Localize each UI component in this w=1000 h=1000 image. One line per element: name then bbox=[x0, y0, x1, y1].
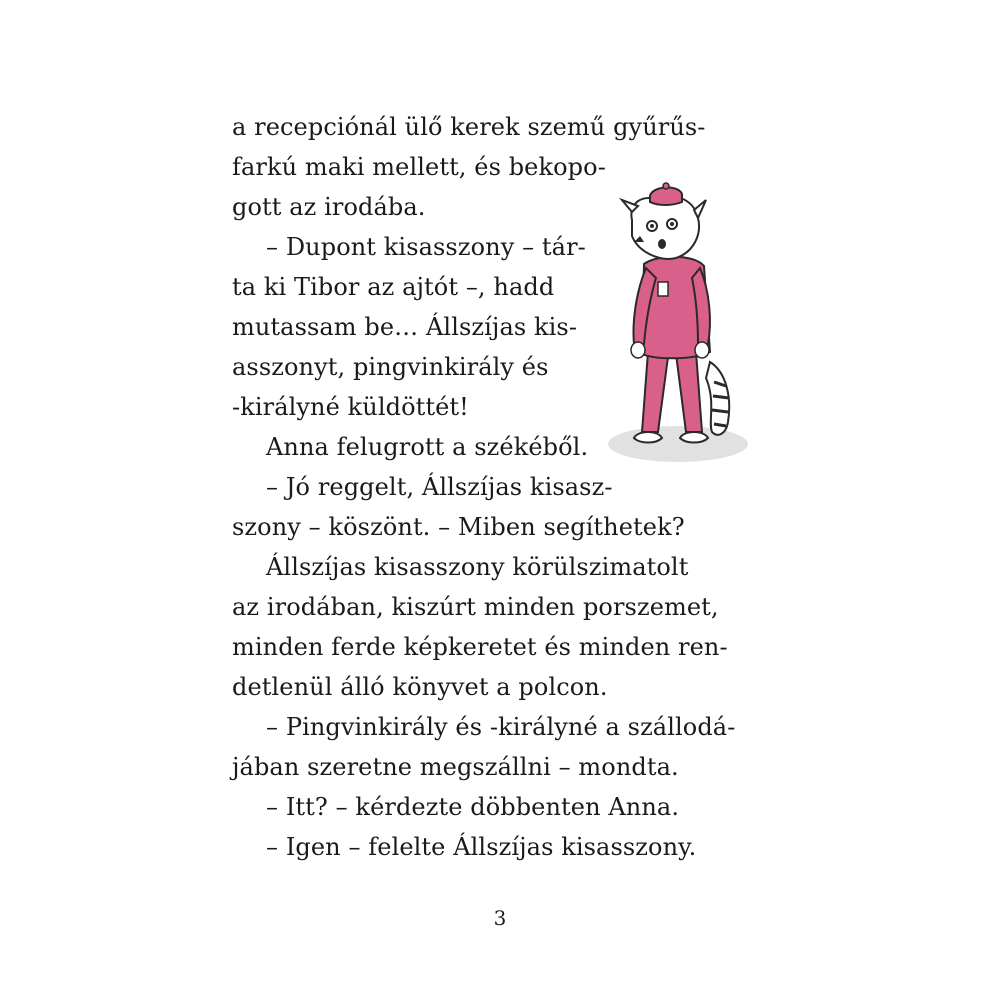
left-leg bbox=[642, 352, 668, 432]
text-line-4: – Dupont kisasszony – tár- bbox=[266, 233, 586, 261]
text-line-3: gott az irodába. bbox=[232, 193, 426, 221]
page-number: 3 bbox=[493, 906, 507, 930]
text-line-18: – Itt? – kérdezte döbbenten Anna. bbox=[266, 793, 680, 821]
text-line-7: asszonyt, pingvinkirály és bbox=[232, 353, 549, 381]
text-line-2: farkú maki mellett, és bekopo- bbox=[232, 153, 606, 181]
text-line-1: a recepciónál ülő kerek szemű gyűrűs- bbox=[232, 113, 706, 141]
text-line-10: – Jó reggelt, Állszíjas kisasz- bbox=[266, 473, 613, 501]
name-badge bbox=[658, 282, 668, 296]
text-line-12: Állszíjas kisasszony körülszimatolt bbox=[266, 553, 689, 581]
text-line-8: -királyné küldöttét! bbox=[232, 393, 469, 421]
text-line-19: – Igen – felelte Állszíjas kisasszony. bbox=[266, 833, 697, 861]
right-leg bbox=[676, 352, 702, 432]
text-line-13: az irodában, kiszúrt minden porszemet, bbox=[232, 593, 719, 621]
left-foot bbox=[634, 432, 662, 443]
right-foot bbox=[680, 432, 708, 443]
floor-shadow bbox=[608, 426, 748, 462]
text-line-17: jában szeretne megszállni – mondta. bbox=[232, 753, 679, 781]
text-line-11: szony – köszönt. – Miben segíthetek? bbox=[232, 513, 685, 541]
text-line-15: detlenül álló könyvet a polcon. bbox=[232, 673, 608, 701]
text-line-16: – Pingvinkirály és -királyné a szállodá- bbox=[266, 713, 736, 741]
lemur-bellhop-illustration bbox=[598, 182, 758, 472]
text-line-14: minden ferde képkeretet és minden ren- bbox=[232, 633, 728, 661]
text-line-9: Anna felugrott a székéből. bbox=[266, 433, 589, 461]
text-line-5: ta ki Tibor az ajtót –, hadd bbox=[232, 273, 555, 301]
text-line-6: mutassam be… Állszíjas kis- bbox=[232, 313, 578, 341]
bellhop-cap bbox=[650, 187, 682, 205]
